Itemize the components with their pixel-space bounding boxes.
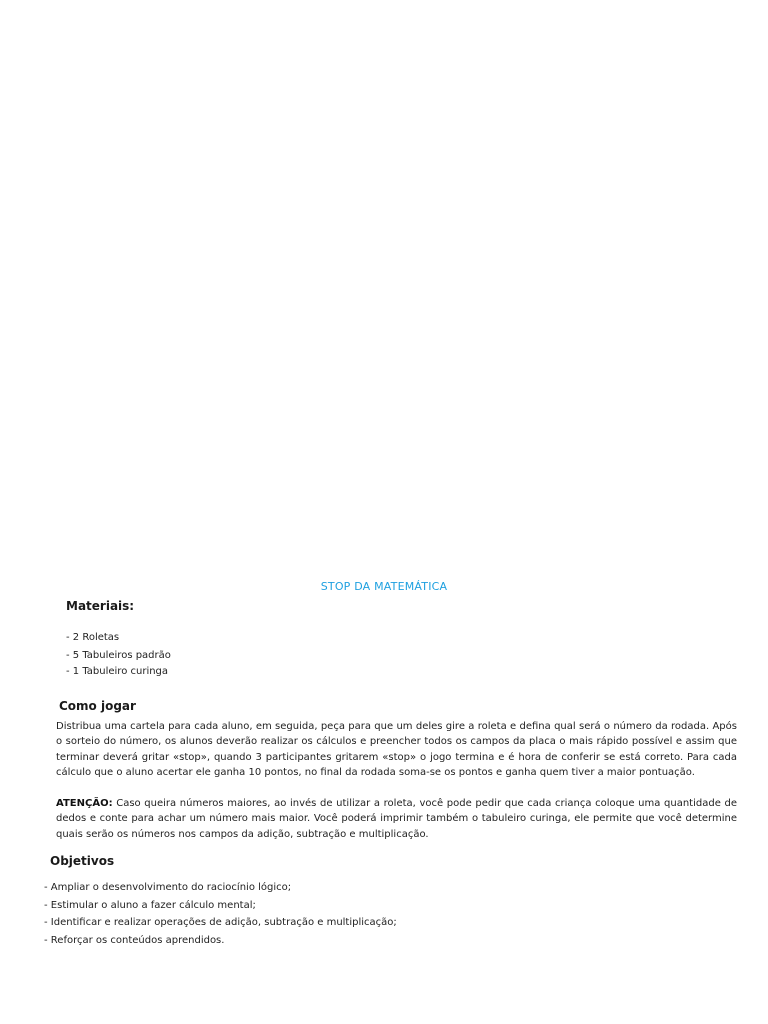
list-item: - 1 Tabuleiro curinga <box>66 666 169 677</box>
objectives-list <box>44 879 397 949</box>
list-item: - Ampliar o desenvolvimento do raciocínio lógico; <box>44 882 292 893</box>
materials-list <box>66 630 171 680</box>
materials-heading: Materiais: <box>66 599 135 613</box>
list-item: - Identificar e realizar operações de adição, subtração e multiplicação; <box>44 917 397 928</box>
attention-label: ATENÇÃO: <box>56 798 113 809</box>
list-item: - Reforçar os conteúdos aprendidos. <box>44 934 225 946</box>
objectives-heading: Objetivos <box>50 854 115 868</box>
list-item: - 5 Tabuleiros padrão <box>66 650 171 661</box>
list-item: - 2 Roletas <box>66 632 120 643</box>
document-title: STOP DA MATEMÁTICA <box>320 580 448 593</box>
attention-text: Caso queira números maiores, ao invés de utilizar a roleta, você pode pedir que cada criança coloque uma quantidade de dedos e conte para achar um número mais maior. Você poderá imprimir também o tabuleiro curinga, ele permite que você determine quais serão os números nos campos da adição, subtração e multiplicação. <box>56 798 737 840</box>
how-to-play-heading: Como jogar <box>59 699 136 713</box>
attention-paragraph <box>56 796 737 842</box>
how-to-play-paragraph: Distribua uma cartela para cada aluno, em seguida, peça para que um deles gire a roleta e defina qual será o número da rodada. Após o sorteio do número, os alunos deverão realizar os cálculos e preencher todos os campos da placa o mais rápido possível e assim que terminar deverá gritar «stop», quando 3 participantes gritarem «stop» o jogo termina e é hora de conferir se está correto. Para cada cálculo que o aluno acertar ele ganha 10 pontos, no final da rodada soma-se os pontos e ganha quem tiver a maior pontuação. <box>56 721 737 778</box>
list-item: - Estimular o aluno a fazer cálculo mental; <box>44 899 256 911</box>
